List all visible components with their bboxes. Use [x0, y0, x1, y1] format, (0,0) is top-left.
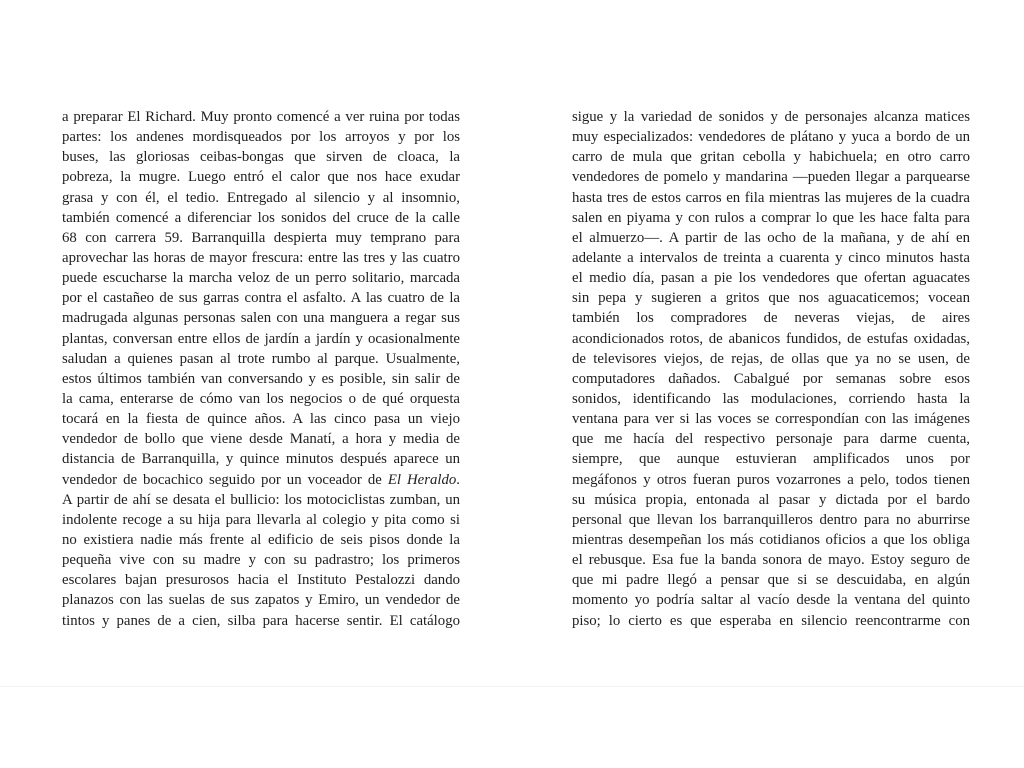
right-line-25: momento yo podría saltar al vacío desde la ventana del quinto — [572, 592, 970, 609]
left-line-6: también comencé a diferenciar los sonidos del cruce de la calle — [62, 209, 460, 226]
left-line-24: escolares bajan presurosos hacia el Instituto Pestalozzi dando — [62, 572, 460, 589]
left-line-15: la cama, enterarse de cómo van los negocios o de qué orquesta — [62, 390, 460, 407]
left-line-2: partes: los andenes mordisqueados por los arroyos y por los — [62, 129, 460, 146]
right-line-20: su música propia, entonada al pasar y dictada por el bardo — [572, 491, 970, 508]
left-line-19 — [62, 470, 460, 490]
right-line-26: piso; lo cierto es que esperaba en silencio reencontrarme con — [572, 612, 970, 629]
right-line-21: personal que llevan los barranquilleros dentro para no aburrirse — [572, 511, 970, 528]
right-line-13: de televisores viejos, de rejas, de ollas que ya no se usen, de — [572, 350, 970, 367]
left-line-22: no existiera nadie más frente al edificio de seis pisos donde la — [62, 531, 460, 548]
right-line-18: siempre, que aunque estuvieran amplificados unos por — [572, 451, 970, 468]
left-line-12: plantas, conversan entre ellos de jardín a jardín y ocasionalmente — [62, 330, 460, 347]
left-line-14: estos últimos también van conversando y es posible, sin salir de — [62, 370, 460, 387]
page-gutter — [518, 0, 519, 686]
right-line-14: computadores dañados. Cabalgué por semanas sobre esos — [572, 370, 970, 387]
right-line-3: carro de mula que gritan cebolla y habichuela; en otro carro — [572, 149, 970, 166]
right-line-24: que mi padre llegó a pensar que si se descuidaba, en algún — [572, 572, 970, 589]
left-line-4: pobreza, la mugre. Luego entró el calor que nos hace exudar — [62, 169, 460, 186]
right-line-12: acondicionados rotos, de abanicos fundidos, de estufas oxidadas, — [572, 330, 970, 347]
left-line-11: madrugada algunas personas salen con una manguera a regar sus — [62, 310, 460, 327]
left-line-10: por el castañeo de sus garras contra el asfalto. A las cuatro de la — [62, 290, 460, 307]
right-line-16: ventana para ver si las voces se correspondían con las imágenes — [572, 411, 970, 428]
right-line-11: también los compradores de neveras viejas, de aires — [572, 310, 970, 327]
left-line-23: pequeña vive con su madre y con su padrastro; los primeros — [62, 552, 460, 569]
left-line-1: a preparar El Richard. Muy pronto comencé a ver ruina por todas — [62, 109, 460, 125]
left-line-25: planazos con las suelas de sus zapatos y Emiro, un vendedor de — [62, 592, 460, 609]
left-line-17: vendedor de bollo que viene desde Manatí, a hora y media de — [62, 431, 460, 448]
left-line-19-suffix: . — [456, 471, 460, 488]
left-line-9: puede escucharse la marcha veloz de un perro solitario, marcada — [62, 270, 460, 287]
left-line-18: distancia de Barranquilla, y quince minutos después aparece un — [62, 451, 460, 468]
right-line-8: adelante a intervalos de treinta a cuarenta y cinco minutos hasta — [572, 249, 970, 266]
left-line-26: tintos y panes de a cien, silba para hacerse sentir. El catálogo — [62, 612, 460, 629]
newspaper-name: El Heraldo — [387, 471, 457, 488]
right-line-17: que me hacía del respectivo personaje para darme cuenta, — [572, 431, 970, 448]
left-line-5: grasa y con él, el tedio. Entregado al silencio y al insomnio, — [62, 189, 460, 206]
right-line-1: sigue y la variedad de sonidos y de personajes alcanza matices — [572, 109, 970, 125]
right-line-6: salen en piyama y con rulos a comprar lo que les hace falta para — [572, 209, 970, 226]
right-line-19: megáfonos y otros fueran puros vozarrones a pelo, todos tienen — [572, 471, 970, 488]
right-line-23: el rebusque. Esa fue la banda sonora de mayo. Estoy seguro de — [572, 552, 970, 569]
left-line-13: saludan a quienes pasan al trote rumbo al parque. Usualmente, — [62, 350, 460, 367]
left-line-16: tocará en la fiesta de quince años. A las cinco pasa un viejo — [62, 411, 460, 428]
left-page — [62, 107, 460, 631]
left-line-21: indolente recoge a su hija para llevarla al colegio y pita como si — [62, 511, 460, 528]
right-line-9: el medio día, pasan a pie los vendedores que ofertan aguacates — [572, 270, 970, 287]
right-line-7: el almuerzo—. A partir de las ocho de la mañana, y de ahí en — [572, 229, 970, 246]
left-line-7: 68 con carrera 59. Barranquilla despierta muy temprano para — [62, 229, 460, 246]
right-line-10: sin pepa y sugieren a gritos que nos aguacaticemos; vocean — [572, 290, 970, 307]
right-line-5: hasta tres de estos carros en fila mientras las mujeres de la cuadra — [572, 189, 970, 206]
right-line-2: muy especializados: vendedores de plátano y yuca a bordo de un — [572, 129, 970, 146]
left-line-20: A partir de ahí se desata el bullicio: los motociclistas zumban, un — [62, 491, 460, 508]
right-line-4: vendedores de pomelo y mandarina —pueden llegar a parquearse — [572, 169, 970, 186]
right-page — [572, 107, 970, 631]
bottom-margin-band — [0, 686, 1024, 768]
right-line-22: mientras desempeñan los más cotidianos oficios a que los obliga — [572, 531, 970, 548]
left-line-19-text: vendedor de bocachico seguido por un voceador de — [62, 471, 388, 488]
left-line-3: buses, las gloriosas ceibas-bongas que sirven de cloaca, la — [62, 149, 460, 166]
left-line-8: aprovechar las horas de mayor frescura: entre las tres y las cuatro — [62, 249, 460, 266]
right-line-15: sonidos, identificando las modulaciones, corriendo hasta la — [572, 390, 970, 407]
